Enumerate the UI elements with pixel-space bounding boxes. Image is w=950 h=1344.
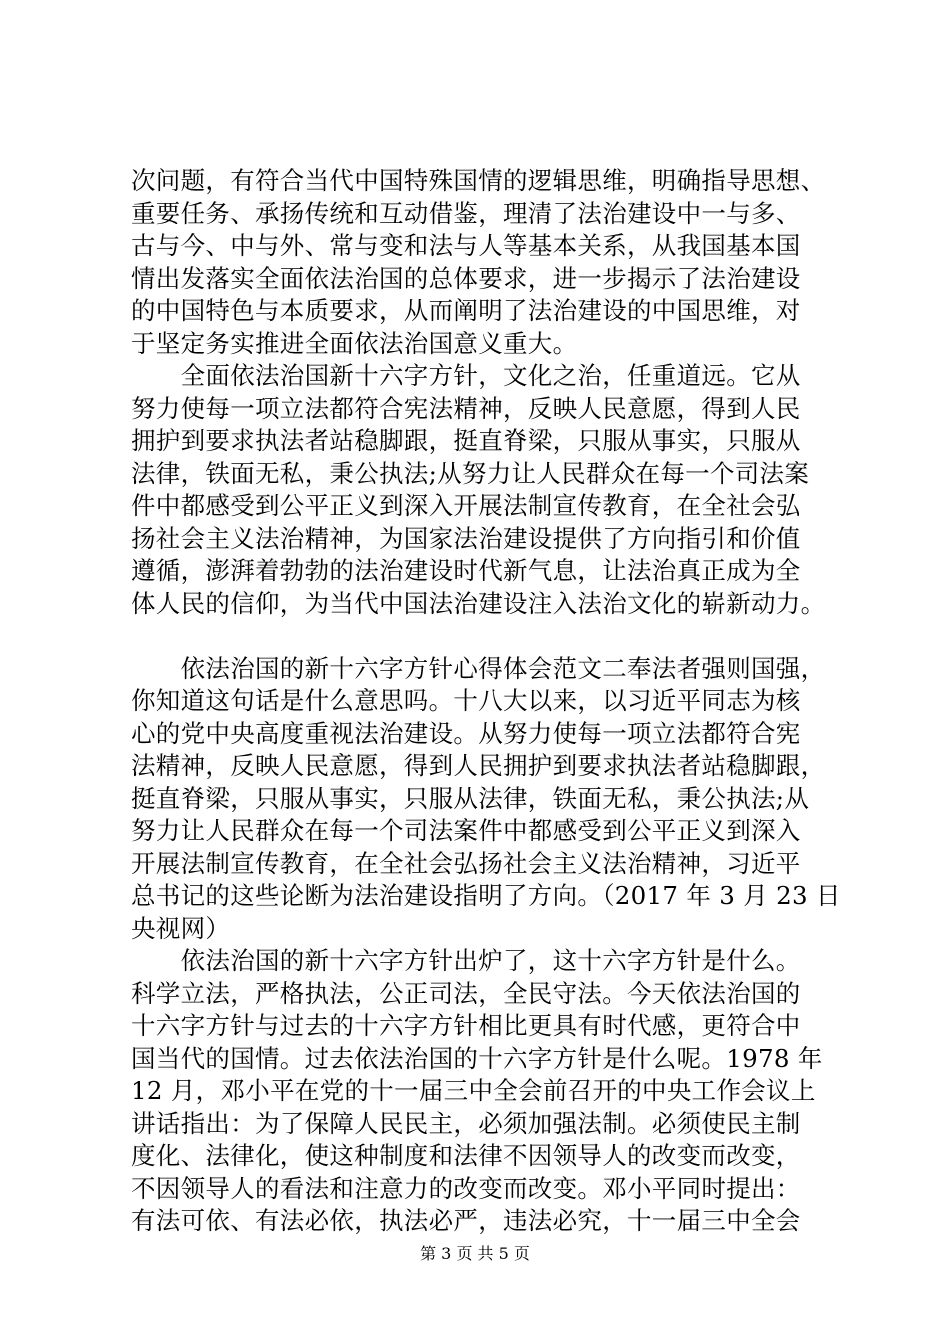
text-line: 遵循，澎湃着勃勃的法治建设时代新气息，让法治真正成为全 xyxy=(131,556,801,585)
text-line: 不因领导人的看法和注意力的改变而改变。邓小平同时提出： xyxy=(131,1173,801,1203)
text-line: 依法治国的新十六字方针出炉了，这十六字方针是什么。 xyxy=(131,946,801,975)
text-line: 次问题，有符合当代中国特殊国情的逻辑思维，明确指导思想、 xyxy=(131,166,826,195)
text-line: 体人民的信仰，为当代中国法治建设注入法治文化的崭新动力。 xyxy=(131,588,826,618)
text-line: 拥护到要求执法者站稳脚跟，挺直脊梁，只服从事实，只服从 xyxy=(131,426,801,455)
text-line: 的中国特色与本质要求，从而阐明了法治建设的中国思维，对 xyxy=(131,296,801,325)
text-line: 度化、法律化，使这种制度和法律不因领导人的改变而改变， xyxy=(131,1141,801,1170)
text-line: 扬社会主义法治精神，为国家法治建设提供了方向指引和价值 xyxy=(131,523,801,553)
text-line: 全面依法治国新十六字方针，文化之治，任重道远。它从 xyxy=(131,361,801,390)
text-line: 古与今、中与外、常与变和法与人等基本关系，从我国基本国 xyxy=(131,231,801,260)
text-line: 开展法制宣传教育，在全社会弘扬社会主义法治精神，习近平 xyxy=(131,848,801,878)
text-line: 国当代的国情。过去依法治国的十六字方针是什么呢。1978 年 xyxy=(131,1043,823,1073)
text-line: 于坚定务实推进全面依法治国意义重大。 xyxy=(131,328,578,358)
text-line: 有法可依、有法必依，执法必严，违法必究，十一届三中全会 xyxy=(131,1206,801,1235)
text-line: 讲话指出：为了保障人民民主，必须加强法制。必须使民主制 xyxy=(131,1108,801,1138)
text-line: 努力使每一项立法都符合宪法精神，反映人民意愿，得到人民 xyxy=(131,393,801,423)
text-line: 挺直脊梁，只服从事实，只服从法律，铁面无私，秉公执法;从 xyxy=(131,783,810,813)
text-line: 科学立法，严格执法，公正司法，全民守法。今天依法治国的 xyxy=(131,978,801,1008)
text-line: 努力让人民群众在每一个司法案件中都感受到公平正义到深入 xyxy=(131,816,801,845)
text-line: 法精神，反映人民意愿，得到人民拥护到要求执法者站稳脚跟， xyxy=(131,751,826,780)
text-line: 你知道这句话是什么意思吗。十八大以来，以习近平同志为核 xyxy=(131,686,801,715)
text-line: 依法治国的新十六字方针心得体会范文二奉法者强则国强， xyxy=(131,653,826,683)
text-line: 央视网） xyxy=(131,913,231,943)
text-line: 情出发落实全面依法治国的总体要求，进一步揭示了法治建设 xyxy=(131,263,801,293)
text-line: 心的党中央高度重视法治建设。从努力使每一项立法都符合宪 xyxy=(131,718,801,748)
text-line: 12 月，邓小平在党的十一届三中全会前召开的中央工作会议上 xyxy=(131,1076,816,1105)
page-footer: 第 3 页 共 5 页 xyxy=(420,1244,530,1263)
text-line: 总书记的这些论断为法治建设指明了方向。（2017 年 3 月 23 日 xyxy=(131,881,841,910)
text-line: 件中都感受到公平正义到深入开展法制宣传教育，在全社会弘 xyxy=(131,491,801,520)
text-line: 法律，铁面无私，秉公执法;从努力让人民群众在每一个司法案 xyxy=(131,458,810,488)
text-line: 十六字方针与过去的十六字方针相比更具有时代感，更符合中 xyxy=(131,1011,801,1040)
text-line: 重要任务、承扬传统和互动借鉴，理清了法治建设中一与多、 xyxy=(131,198,801,228)
